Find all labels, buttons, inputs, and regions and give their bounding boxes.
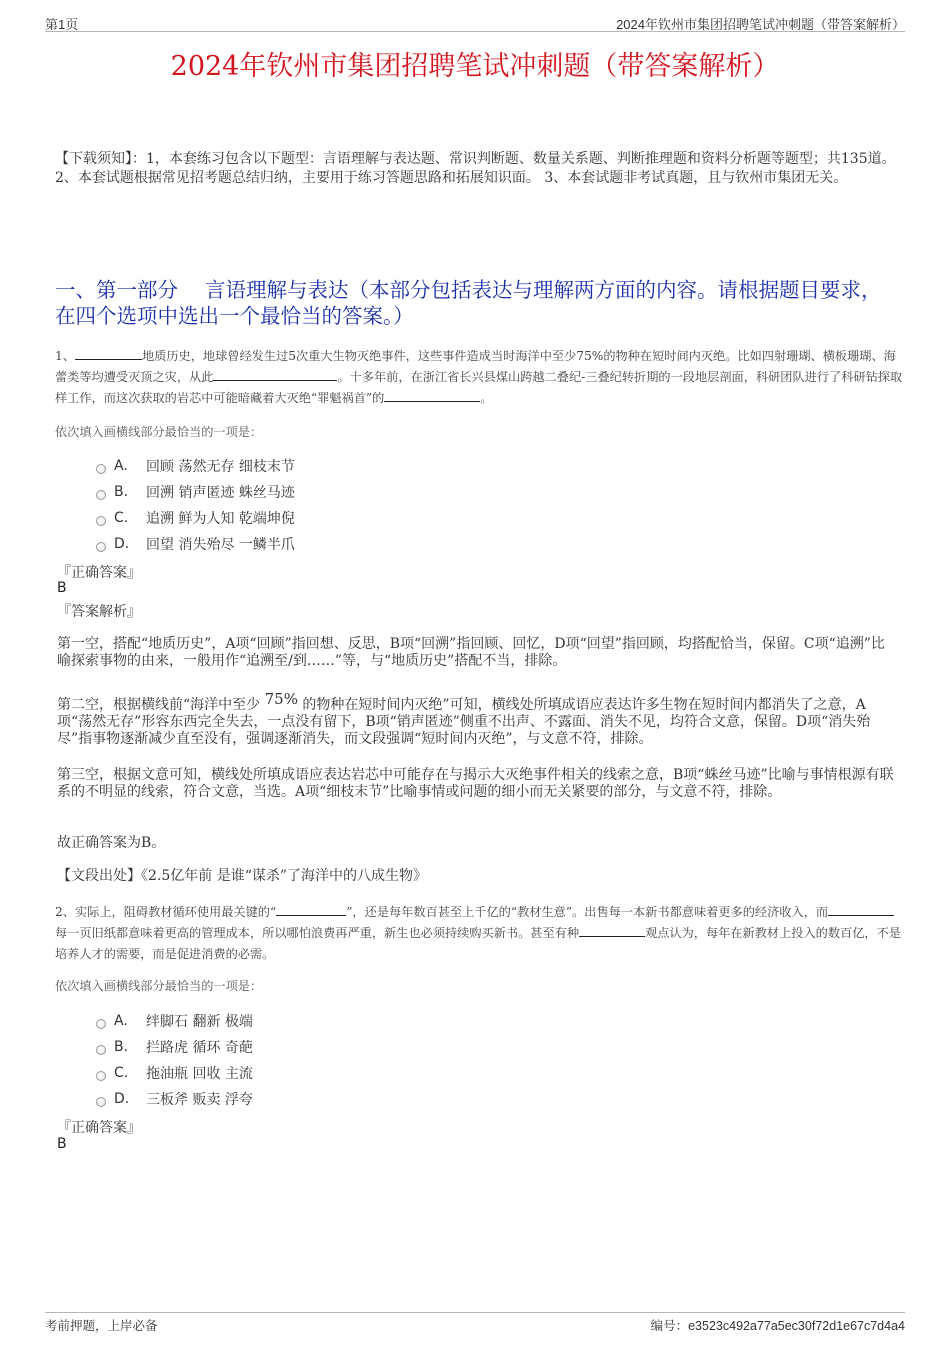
option-b[interactable]: B. 回溯 销声匿迹 蛛丝马迹 xyxy=(96,479,295,505)
radio-button[interactable] xyxy=(96,1097,106,1107)
analysis-paragraph-2: 第二空，根据横线前“海洋中至少 75% 的物种在短时间内灭绝”可知，横线处所填成语应表达许多生物在短时间内都消失了之意，A项“荡然无存”形容东西完全失去，一点没有留下，B项“销声匿迹”侧重不出声、不露面、消失不见，均符合文意，保留。D项“消失殆尽”指事物逐渐减少直至没有，强调逐渐消失，而文段强调“短时间内灭绝”，与文意不符，排除。 xyxy=(57,690,871,747)
radio-button[interactable] xyxy=(96,1019,106,1029)
radio-button[interactable] xyxy=(96,516,106,526)
fill-blank xyxy=(213,368,337,381)
question-2-prompt: 依次填入画横线部分最恰当的一项是： xyxy=(55,979,263,993)
percent-formula: 75% xyxy=(264,690,298,708)
question-2-stem: 2、实际上，阻碍教材循环使用最关键的“ ”，还是每年数百甚至上千亿的“教材生意”。出售每一本新书都意味着更多的经济收入，而每一页旧纸都意味着更高的管理成本，所以哪怕浪费再严重，新生也必须持续购买新书。甚至有种 观点认为，每年在新教材上投入的数百亿，不是培养人才的需要，而是促进消费的必需。 xyxy=(55,905,901,961)
radio-button[interactable] xyxy=(96,1071,106,1081)
option-b[interactable]: B. 拦路虎 循环 奇葩 xyxy=(96,1034,253,1060)
analysis-label: 『答案解析』 xyxy=(57,604,141,620)
radio-button[interactable] xyxy=(96,1045,106,1055)
header-doc-title: 2024年钦州市集团招聘笔试冲刺题（带答案解析） xyxy=(616,17,905,32)
fill-blank xyxy=(828,903,894,916)
passage-source: 【文段出处】《2.5亿年前 是谁“谋杀”了海洋中的八成生物》 xyxy=(57,868,428,884)
question-1-prompt: 依次填入画横线部分最恰当的一项是： xyxy=(55,425,263,439)
footer-serial: 编号：e3523c492a77a5ec30f72d1e67c7d4a4 xyxy=(650,1319,905,1333)
page-footer xyxy=(45,1312,905,1333)
download-notice: 【下载须知】：1，本套练习包含以下题型：言语理解与表达题、常识判断题、数量关系题、判断推理题和资料分析题等题型；共135道。2、本套试题根据常见招考题总结归纳，主要用于练习答题思路和拓展知识面。 3、本套试题非考试真题，且与钦州市集团无关。 xyxy=(55,151,896,186)
option-d[interactable]: D. 三板斧 贩卖 浮夸 xyxy=(96,1086,253,1112)
correct-answer-label: 『正确答案』 xyxy=(57,1120,141,1136)
radio-button[interactable] xyxy=(96,490,106,500)
section-heading: 一、第一部分 言语理解与表达（本部分包括表达与理解两方面的内容。请根据题目要求，在四个选项中选出一个最恰当的答案。） xyxy=(55,278,882,328)
option-d[interactable]: D. 回望 消失殆尽 一鳞半爪 xyxy=(96,531,295,557)
radio-button[interactable] xyxy=(96,464,106,474)
option-a[interactable]: A. 回顾 荡然无存 细枝末节 xyxy=(96,453,295,479)
fill-blank xyxy=(276,903,346,916)
fill-blank xyxy=(384,389,480,402)
document-title: 2024年钦州市集团招聘笔试冲刺题（带答案解析） xyxy=(170,51,780,82)
radio-button[interactable] xyxy=(96,542,106,552)
analysis-paragraph-3: 第三空，根据文意可知，横线处所填成语应表达岩芯中可能存在与揭示大灭绝事件相关的线索之意，B项“蛛丝马迹”比喻与事情根源有联系的不明显的线索，符合文意，当选。A项“细枝末节”比喻事情或问题的细小而无关紧要的部分，与文意不符，排除。 xyxy=(57,767,894,800)
question-1-options xyxy=(96,453,295,557)
page-number: 第1页 xyxy=(45,17,79,32)
option-c[interactable]: C. 追溯 鲜为人知 乾端坤倪 xyxy=(96,505,295,531)
option-a[interactable]: A. 绊脚石 翻新 极端 xyxy=(96,1008,253,1034)
analysis-conclusion: 故正确答案为B。 xyxy=(57,835,166,851)
correct-answer-label: 『正确答案』 xyxy=(57,565,141,581)
page-header xyxy=(45,14,905,32)
fill-blank xyxy=(579,924,645,937)
fill-blank xyxy=(75,347,142,360)
question-2-options xyxy=(96,1008,253,1112)
analysis-paragraph-1: 第一空，搭配“地质历史”，A项“回顾”指回想、反思，B项“回溯”指回顾、回忆，D项“回望”指回顾，均搭配恰当，保留。C项“追溯”比喻探索事物的由来，一般用作“追溯至/到……”等，与“地质历史”搭配不当，排除。 xyxy=(57,636,885,669)
question-number: 1、 xyxy=(55,349,75,363)
question-number: 2、 xyxy=(55,905,75,919)
correct-answer-value: B xyxy=(57,1136,67,1152)
question-1-stem: 1、 地质历史，地球曾经发生过5次重大生物灭绝事件，这些事件造成当时海洋中至少75%的物种在短时间内灭绝。比如四射珊瑚、横板珊瑚、海蕾类等均遭受灭顶之灾，从此 。十多年前，在浙江省长兴县煤山跨越二叠纪-三叠纪转折期的一段地层剖面，科研团队进行了科研钻探取样工作，而这次获取的岩芯中可能暗藏着大灭绝“罪魁祸首”的 。 xyxy=(55,349,903,405)
footer-slogan: 考前押题，上岸必备 xyxy=(45,1319,158,1333)
option-c[interactable]: C. 拖油瓶 回收 主流 xyxy=(96,1060,253,1086)
correct-answer-value: B xyxy=(57,580,67,596)
